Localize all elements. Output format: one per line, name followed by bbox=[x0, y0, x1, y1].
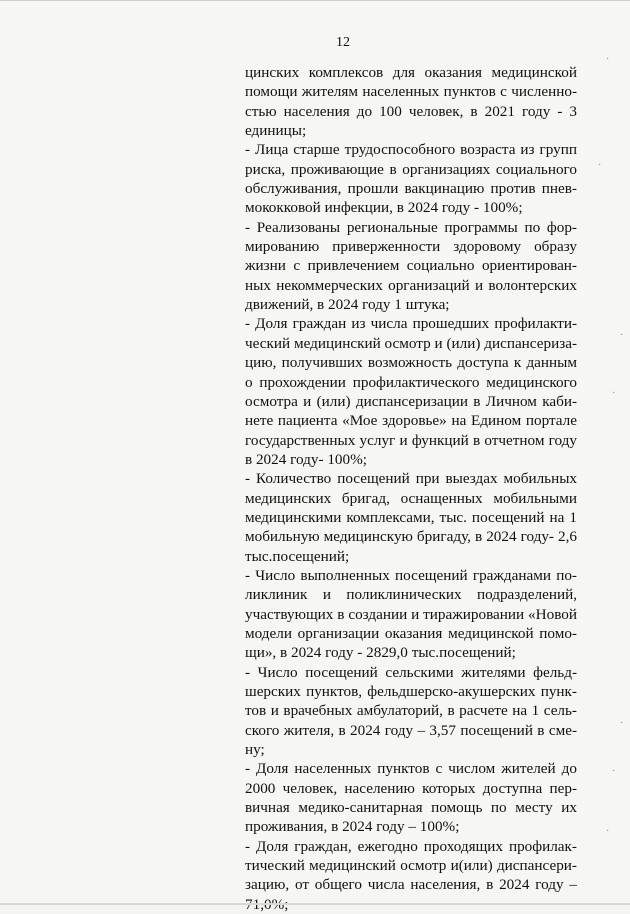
text-line: цию, получивших возможность доступа к данным bbox=[245, 354, 577, 372]
text-line: ческий медицинский осмотр и (или) диспансериза- bbox=[245, 334, 577, 352]
text-line: единицы; bbox=[245, 122, 307, 140]
text-line: медицинскими комплексами, тыс. посещений на 1 bbox=[245, 508, 577, 526]
text-line: участвующих в создании и тиражировании «Новой bbox=[245, 605, 577, 623]
text-line: шерских пунктов, фельдшерско-акушерских пунк- bbox=[245, 683, 577, 700]
scan-speck: · bbox=[606, 54, 610, 65]
text-line: - Количество посещений при выездах мобильных bbox=[245, 470, 577, 488]
text-line: тыс.посещений; bbox=[245, 547, 350, 565]
text-line: стью населения до 100 человек, в 2021 году - 3 bbox=[245, 102, 577, 120]
text-line: проживания, в 2024 году – 100%; bbox=[245, 818, 460, 836]
scan-speck: · bbox=[612, 388, 616, 399]
scan-top-edge bbox=[0, 0, 630, 1]
text-line: цинских комплексов для оказания медицинской bbox=[245, 64, 577, 81]
text-line: ных некоммерческих организаций и волонтерских bbox=[245, 276, 577, 294]
text-line: в 2024 году- 100%; bbox=[245, 450, 367, 468]
text-line: государственных услуг и функций в отчетном году bbox=[245, 431, 577, 449]
scan-speck: · bbox=[620, 718, 624, 729]
text-line: осмотра и (или) диспансеризации в Личном каби- bbox=[245, 392, 577, 410]
text-line: тический медицинский осмотр и(или) диспансери- bbox=[245, 857, 577, 875]
text-line: - Доля граждан, ежегодно проходящих профилак- bbox=[245, 837, 577, 855]
text-line: мированию приверженности здоровому образу bbox=[245, 238, 577, 256]
text-line: о прохождении профилактического медицинского bbox=[245, 373, 577, 391]
scan-speck: · bbox=[612, 766, 616, 777]
text-line: мококковой инфекции, в 2024 году - 100%; bbox=[245, 199, 523, 217]
text-line: ского жителя, в 2024 году – 3,57 посещений в сме- bbox=[245, 721, 577, 739]
text-line: обслуживания, прошли вакцинацию против пнев- bbox=[245, 180, 577, 198]
text-line: движений, в 2024 году 1 штука; bbox=[245, 296, 450, 314]
text-line: ну; bbox=[245, 741, 265, 759]
text-line: жизни с привлечением социально ориентирован- bbox=[245, 257, 577, 275]
text-line: вичная медико-санитарная помощь по месту их bbox=[245, 799, 577, 817]
text-line: мобильную медицинскую бригаду, в 2024 году- 2,6 bbox=[245, 528, 577, 546]
text-line: риска, проживающие в организациях социального bbox=[245, 160, 577, 178]
scan-speck: · bbox=[620, 330, 624, 341]
text-line: - Число выполненных посещений гражданами по- bbox=[245, 566, 577, 584]
text-line: - Доля граждан из числа прошедших профилакти- bbox=[245, 315, 577, 333]
scan-speck: · bbox=[606, 826, 610, 837]
text-line: нете пациента «Мое здоровье» на Едином портале bbox=[245, 412, 577, 430]
text-line: зацию, от общего числа населения, в 2024 году – bbox=[245, 876, 577, 894]
text-line: щи», в 2024 году - 2829,0 тыс.посещений; bbox=[245, 644, 516, 662]
scan-speck: · bbox=[598, 160, 602, 171]
text-line: помощи жителям населенных пунктов с численно- bbox=[245, 83, 577, 101]
page-number: 12 bbox=[336, 35, 350, 50]
text-line: 2000 человек, населению которых доступна пер- bbox=[245, 779, 577, 797]
text-line: - Лица старше трудоспособного возраста из групп bbox=[245, 141, 577, 159]
body-text bbox=[245, 63, 577, 914]
text-line: - Число посещений сельскими жителями фельд- bbox=[245, 663, 577, 681]
text-line: медицинских бригад, оснащенных мобильными bbox=[245, 489, 577, 507]
text-line: - Доля населенных пунктов с числом жителей до bbox=[245, 760, 577, 778]
text-line: ликлиник и поликлинических подразделений, bbox=[245, 586, 577, 604]
text-line: - Реализованы региональные программы по фор- bbox=[245, 218, 577, 236]
text-line: модели организации оказания медицинской помо- bbox=[245, 624, 577, 642]
text-line: тов и врачебных амбулаторий, в расчете на 1 сель- bbox=[245, 702, 577, 720]
